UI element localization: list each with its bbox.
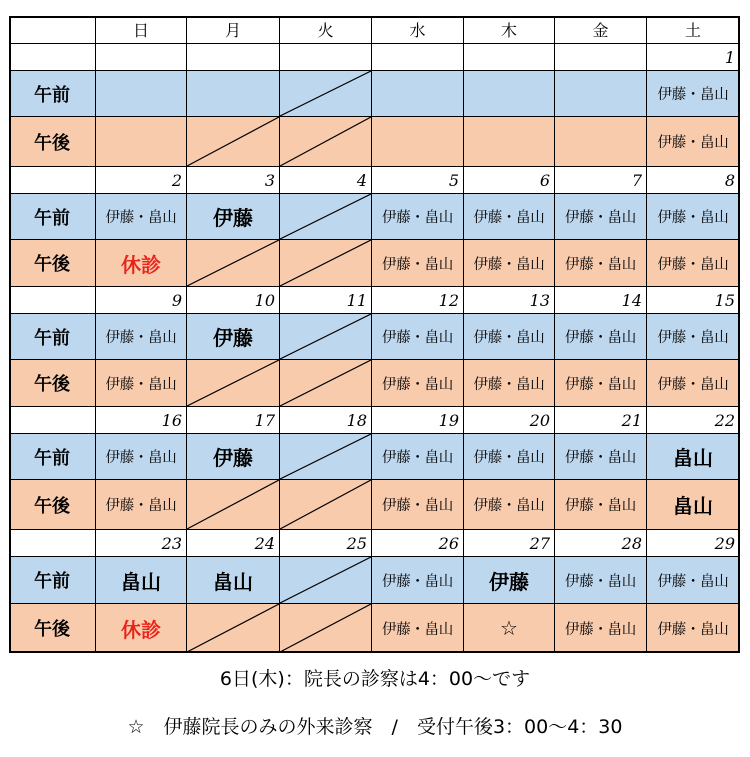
date-cell: 15 xyxy=(647,287,740,314)
date-cell: 2 xyxy=(96,167,187,194)
closed-slash xyxy=(187,604,279,652)
schedule-cell xyxy=(96,194,187,240)
date-row-label xyxy=(9,167,96,194)
doctor-names: 伊藤・畠山 xyxy=(382,573,453,590)
schedule-cell xyxy=(647,604,740,653)
schedule-cell xyxy=(464,117,555,167)
row-label-pm: 午後 xyxy=(9,240,96,287)
doctor-names: 伊藤・畠山 xyxy=(565,330,636,346)
row-label-am: 午前 xyxy=(9,557,96,604)
weekday-header: 水 xyxy=(372,16,464,44)
schedule-cell xyxy=(280,194,372,240)
schedule-cell xyxy=(372,194,464,240)
doctor-names: 伊藤・畠山 xyxy=(657,621,729,638)
doctor-names: 伊藤・畠山 xyxy=(105,210,177,226)
date-cell: 29 xyxy=(647,530,740,557)
doctor-names: 伊藤・畠山 xyxy=(657,135,729,151)
closed-slash xyxy=(187,117,279,166)
row-label-am: 午前 xyxy=(9,194,96,240)
doctor-names: 伊藤・畠山 xyxy=(565,376,636,393)
schedule-cell xyxy=(187,557,280,604)
schedule-cell xyxy=(647,240,740,287)
schedule-cell xyxy=(647,314,740,360)
weekday-header: 金 xyxy=(555,16,647,44)
schedule-cell xyxy=(187,117,280,167)
date-cell: 8 xyxy=(647,167,740,194)
note-star-legend: ☆ 伊藤院長のみの外来診察 / 受付午後3：00～4：30 xyxy=(127,716,623,738)
date-cell: 1 xyxy=(647,44,740,71)
star-icon: ☆ xyxy=(500,616,518,640)
row-label-pm: 午後 xyxy=(9,360,96,407)
schedule-cell xyxy=(555,71,647,117)
closed-slash xyxy=(280,360,371,406)
date-cell xyxy=(555,44,647,71)
schedule-table xyxy=(9,16,740,653)
weekday-header: 月 xyxy=(187,16,280,44)
doctor-names: 伊藤・畠山 xyxy=(382,330,453,346)
doctor-names: 伊藤・畠山 xyxy=(657,210,729,226)
doctor-names: 伊藤・畠山 xyxy=(657,87,729,103)
schedule-cell xyxy=(280,604,372,653)
schedule-cell xyxy=(187,480,280,530)
schedule-cell xyxy=(647,194,740,240)
schedule-cell xyxy=(555,604,647,653)
schedule-cell xyxy=(464,314,555,360)
schedule-cell xyxy=(647,360,740,407)
date-cell: 11 xyxy=(280,287,372,314)
date-cell: 19 xyxy=(372,407,464,434)
doctor-names: 伊藤・畠山 xyxy=(473,376,545,393)
date-cell xyxy=(187,44,280,71)
doctor-name: 畠山 xyxy=(213,569,253,594)
schedule-cell xyxy=(372,480,464,530)
schedule-cell xyxy=(187,240,280,287)
schedule-cell xyxy=(464,194,555,240)
weekday-header: 日 xyxy=(96,16,187,44)
date-cell: 27 xyxy=(464,530,555,557)
date-cell xyxy=(280,44,372,71)
schedule-cell xyxy=(372,314,464,360)
doctor-name: 畠山 xyxy=(673,494,713,518)
date-cell: 10 xyxy=(187,287,280,314)
date-cell: 6 xyxy=(464,167,555,194)
weekday-header: 土 xyxy=(647,16,740,44)
schedule-cell xyxy=(280,360,372,407)
doctor-names: 伊藤・畠山 xyxy=(105,450,177,466)
schedule-cell xyxy=(96,434,187,480)
row-label-am: 午前 xyxy=(9,71,96,117)
schedule-cell xyxy=(647,117,740,167)
row-label-am: 午前 xyxy=(9,314,96,360)
date-cell: 7 xyxy=(555,167,647,194)
schedule-cell xyxy=(464,557,555,604)
date-cell xyxy=(464,44,555,71)
schedule-cell xyxy=(280,314,372,360)
date-cell: 16 xyxy=(96,407,187,434)
weekday-header: 木 xyxy=(464,16,555,44)
schedule-cell xyxy=(372,360,464,407)
schedule-cell xyxy=(647,434,740,480)
closed-slash xyxy=(280,314,371,359)
schedule-cell xyxy=(555,434,647,480)
doctor-names: 伊藤・畠山 xyxy=(657,330,729,346)
doctor-name: 伊藤 xyxy=(213,326,253,350)
doctor-names: 伊藤・畠山 xyxy=(565,573,636,590)
schedule-cell xyxy=(555,557,647,604)
schedule-cell xyxy=(464,71,555,117)
closed-slash xyxy=(187,360,279,406)
schedule-cell xyxy=(96,314,187,360)
schedule-cell xyxy=(280,71,372,117)
date-cell: 21 xyxy=(555,407,647,434)
row-label-pm: 午後 xyxy=(9,480,96,530)
row-label-pm: 午後 xyxy=(9,604,96,653)
doctor-name: 伊藤 xyxy=(213,206,253,230)
date-cell xyxy=(96,44,187,71)
schedule-cell xyxy=(280,557,372,604)
schedule-cell xyxy=(464,480,555,530)
schedule-cell xyxy=(372,604,464,653)
doctor-names: 伊藤・畠山 xyxy=(565,621,636,638)
doctor-name: 畠山 xyxy=(673,446,713,470)
date-cell: 26 xyxy=(372,530,464,557)
closed-slash xyxy=(187,240,279,286)
schedule-cell xyxy=(555,194,647,240)
schedule-cell xyxy=(96,360,187,407)
closed-slash xyxy=(280,194,371,239)
doctor-names: 伊藤・畠山 xyxy=(657,376,729,393)
schedule-cell xyxy=(96,240,187,287)
doctor-names: 伊藤・畠山 xyxy=(473,330,545,346)
schedule-cell xyxy=(555,360,647,407)
schedule-cell xyxy=(187,434,280,480)
closed-slash xyxy=(280,604,371,652)
date-cell: 28 xyxy=(555,530,647,557)
schedule-cell xyxy=(372,557,464,604)
schedule-cell xyxy=(187,360,280,407)
schedule-cell xyxy=(372,240,464,287)
doctor-names: 伊藤・畠山 xyxy=(565,256,636,273)
schedule-cell xyxy=(647,480,740,530)
schedule-cell xyxy=(647,71,740,117)
row-label-am: 午前 xyxy=(9,434,96,480)
date-row-label xyxy=(9,287,96,314)
closed-slash xyxy=(280,240,371,286)
doctor-names: 伊藤・畠山 xyxy=(105,330,177,346)
date-cell: 18 xyxy=(280,407,372,434)
date-cell: 5 xyxy=(372,167,464,194)
date-cell xyxy=(372,44,464,71)
date-cell: 13 xyxy=(464,287,555,314)
doctor-names: 伊藤・畠山 xyxy=(473,498,545,514)
schedule-cell xyxy=(372,434,464,480)
closed-slash xyxy=(187,480,279,529)
weekday-header: 火 xyxy=(280,16,372,44)
schedule-cell xyxy=(464,240,555,287)
date-cell: 20 xyxy=(464,407,555,434)
schedule-cell xyxy=(96,557,187,604)
date-row-label xyxy=(9,530,96,557)
schedule-cell xyxy=(555,240,647,287)
doctor-names: 伊藤・畠山 xyxy=(382,376,453,393)
doctor-names: 伊藤・畠山 xyxy=(382,210,453,226)
date-cell: 9 xyxy=(96,287,187,314)
date-cell: 12 xyxy=(372,287,464,314)
schedule-cell xyxy=(280,240,372,287)
schedule-cell xyxy=(464,360,555,407)
date-cell: 22 xyxy=(647,407,740,434)
doctor-name: 伊藤 xyxy=(489,569,529,594)
date-row-label xyxy=(9,407,96,434)
doctor-names: 伊藤・畠山 xyxy=(657,256,729,273)
schedule-cell xyxy=(96,117,187,167)
date-cell: 25 xyxy=(280,530,372,557)
schedule-cell xyxy=(280,480,372,530)
closed-label: 休診 xyxy=(121,252,161,277)
doctor-names: 伊藤・畠山 xyxy=(657,573,729,590)
doctor-names: 伊藤・畠山 xyxy=(473,210,545,226)
schedule-cell xyxy=(187,314,280,360)
closed-slash xyxy=(280,117,371,166)
date-row-label xyxy=(9,44,96,71)
row-label-pm: 午後 xyxy=(9,117,96,167)
schedule-cell xyxy=(280,434,372,480)
date-cell: 24 xyxy=(187,530,280,557)
date-cell: 4 xyxy=(280,167,372,194)
schedule-cell xyxy=(372,117,464,167)
schedule-cell xyxy=(187,71,280,117)
closed-slash xyxy=(280,434,371,479)
date-cell: 17 xyxy=(187,407,280,434)
schedule-cell xyxy=(464,434,555,480)
schedule-cell xyxy=(464,604,555,653)
doctor-names: 伊藤・畠山 xyxy=(473,256,545,273)
closed-slash xyxy=(280,480,371,529)
date-cell: 3 xyxy=(187,167,280,194)
closed-slash xyxy=(280,557,371,603)
closed-slash xyxy=(280,71,371,116)
schedule-cell xyxy=(647,557,740,604)
schedule-cell xyxy=(187,604,280,653)
doctor-names: 伊藤・畠山 xyxy=(382,256,453,273)
doctor-names: 伊藤・畠山 xyxy=(382,450,453,466)
schedule-cell xyxy=(372,71,464,117)
doctor-names: 伊藤・畠山 xyxy=(565,450,636,466)
doctor-names: 伊藤・畠山 xyxy=(565,210,636,226)
doctor-name: 伊藤 xyxy=(213,446,253,470)
doctor-names: 伊藤・畠山 xyxy=(565,498,636,514)
doctor-name: 畠山 xyxy=(121,569,161,594)
schedule-cell xyxy=(555,314,647,360)
header-corner xyxy=(9,16,96,44)
schedule-cell xyxy=(555,117,647,167)
schedule-cell xyxy=(96,71,187,117)
schedule-cell xyxy=(555,480,647,530)
doctor-names: 伊藤・畠山 xyxy=(105,498,177,514)
schedule-cell xyxy=(96,480,187,530)
doctor-names: 伊藤・畠山 xyxy=(105,376,177,393)
doctor-names: 伊藤・畠山 xyxy=(473,450,545,466)
schedule-cell xyxy=(280,117,372,167)
schedule-cell xyxy=(96,604,187,653)
doctor-names: 伊藤・畠山 xyxy=(382,498,453,514)
date-cell: 14 xyxy=(555,287,647,314)
doctor-names: 伊藤・畠山 xyxy=(382,621,453,638)
schedule-cell xyxy=(187,194,280,240)
closed-label: 休診 xyxy=(121,617,161,642)
date-cell: 23 xyxy=(96,530,187,557)
note-day6: 6日(木)：院長の診察は4：00～です xyxy=(219,668,531,690)
